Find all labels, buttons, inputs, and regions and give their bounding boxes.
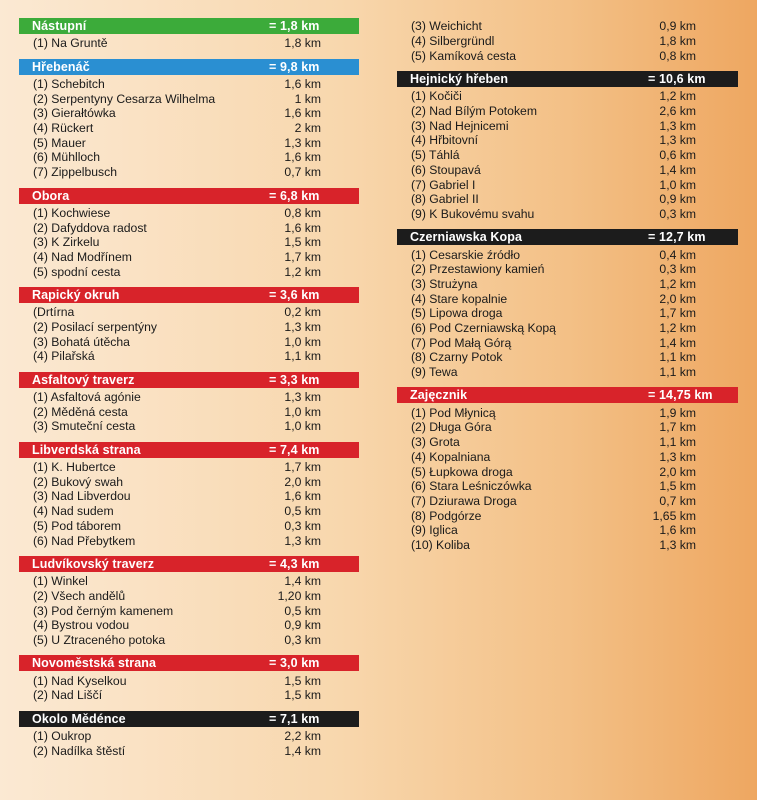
section-rows (19, 673, 359, 702)
route-name: (6) Stara Leśniczówka (411, 479, 532, 494)
route-row (397, 508, 738, 523)
route-row (397, 365, 738, 380)
section-total: = 7,1 km (269, 711, 320, 726)
route-length: 1,5 km (659, 479, 696, 494)
section-hrebenac (19, 59, 359, 180)
section-libverdska-strana (19, 442, 359, 548)
route-name: (10) Koliba (411, 537, 470, 552)
section-rows (19, 729, 359, 758)
route-row (397, 34, 738, 49)
route-row (19, 349, 359, 364)
route-length: 1,6 km (284, 77, 321, 92)
route-row (19, 688, 359, 703)
route-row (19, 91, 359, 106)
route-name: (6) Pod Czerniawską Kopą (411, 321, 556, 336)
section-rows (397, 405, 738, 552)
route-name: (6) Stoupavá (411, 162, 481, 177)
route-row (397, 104, 738, 119)
section-total: = 9,8 km (269, 59, 320, 74)
route-length: 1,3 km (284, 390, 321, 405)
route-length: 1,3 km (659, 537, 696, 552)
section-novomestska-strana (19, 655, 359, 702)
section-title: Novoměstská strana (32, 656, 157, 671)
route-name: (5) spodní cesta (33, 264, 121, 279)
route-length: 0,8 km (284, 205, 321, 220)
route-row (19, 250, 359, 265)
route-name: (9) K Bukovému svahu (411, 206, 535, 221)
route-row (19, 264, 359, 279)
route-name: (4) Stare kopalnie (411, 291, 508, 306)
route-row (397, 163, 738, 178)
continued-rows (397, 19, 738, 63)
route-length: 2,0 km (284, 474, 321, 489)
route-length: 1,1 km (284, 349, 321, 364)
route-row (397, 118, 738, 133)
route-length: 0,7 km (659, 493, 696, 508)
route-row (19, 390, 359, 405)
section-title: Libverdská strana (32, 442, 141, 457)
route-name: (2) Dafyddova radost (33, 220, 147, 235)
route-name: (4) Kopalniana (411, 449, 491, 464)
route-length: 1 km (294, 91, 321, 106)
route-row (397, 523, 738, 538)
route-name: (8) Podgórze (411, 508, 482, 523)
section-rapicky-okruh (19, 287, 359, 364)
route-length: 0,3 km (659, 206, 696, 221)
route-row (397, 133, 738, 148)
route-row (397, 464, 738, 479)
route-length: 1,3 km (659, 133, 696, 148)
route-row (397, 19, 738, 34)
section-total: = 1,8 km (269, 19, 320, 33)
route-length: 0,2 km (284, 305, 321, 320)
route-name: (3) Nad Libverdou (33, 489, 131, 504)
route-name: (4) Pilařská (33, 349, 95, 364)
route-length: 1,8 km (659, 34, 696, 49)
route-name: (4) Hřbitovní (411, 133, 479, 148)
route-name: (5) Łupkowa droga (411, 464, 513, 479)
section-title: Hřebenáč (32, 59, 90, 74)
right-sections (397, 71, 738, 552)
section-total: = 12,7 km (648, 230, 706, 245)
route-row (19, 618, 359, 633)
section-rows (19, 305, 359, 364)
route-name: (5) Lipowa droga (411, 306, 503, 321)
route-row (397, 538, 738, 553)
route-row (19, 106, 359, 121)
route-name: (5) Pod táborem (33, 518, 122, 533)
section-header (19, 655, 359, 671)
section-title: Hejnický hřeben (410, 72, 509, 87)
route-name: (Drtírna (33, 305, 75, 320)
route-row (397, 207, 738, 222)
route-row (19, 334, 359, 349)
route-length: 0,9 km (284, 618, 321, 633)
route-name: (4) Bystrou vodou (33, 618, 130, 633)
route-name: (2) Všech andělů (33, 588, 126, 603)
route-name: (1) Cesarskie źródło (411, 247, 521, 262)
route-length: 1,7 km (284, 249, 321, 264)
section-rows (19, 460, 359, 548)
section-rows (19, 77, 359, 180)
route-name: (8) Gabriel II (411, 192, 479, 207)
route-name: (2) Serpentyny Cesarza Wilhelma (33, 91, 216, 106)
route-length: 1,6 km (659, 523, 696, 538)
route-length: 0,6 km (659, 148, 696, 163)
section-total: = 4,3 km (269, 556, 320, 571)
section-rows (397, 247, 738, 379)
route-row (19, 135, 359, 150)
section-header (19, 188, 359, 204)
route-length: 1,1 km (659, 365, 696, 380)
route-row (19, 474, 359, 489)
route-name: (1) Na Gruntě (33, 36, 108, 51)
section-title: Obora (32, 188, 70, 203)
route-name: (1) Oukrop (33, 729, 92, 744)
route-row (19, 673, 359, 688)
route-row (397, 89, 738, 104)
section-header (397, 229, 738, 245)
section-header (19, 59, 359, 75)
route-length: 1,6 km (284, 489, 321, 504)
section-total: = 3,0 km (269, 656, 320, 671)
route-name: (3) Smuteční cesta (33, 419, 136, 434)
section-total: = 10,6 km (648, 72, 706, 87)
route-name: (2) Nad Bílým Potokem (411, 104, 537, 119)
route-length: 1,1 km (659, 435, 696, 450)
route-name: (1) Winkel (33, 574, 88, 589)
section-rows (19, 390, 359, 434)
route-row (19, 220, 359, 235)
route-row (397, 405, 738, 420)
route-length: 1,3 km (284, 319, 321, 334)
route-name: (3) Pod černým kamenem (33, 603, 174, 618)
route-row (397, 350, 738, 365)
section-title: Okolo Mědénce (32, 711, 126, 726)
route-row (397, 306, 738, 321)
route-row (19, 77, 359, 92)
route-row (19, 489, 359, 504)
route-name: (3) Strużyna (411, 276, 478, 291)
route-row (397, 262, 738, 277)
route-row (19, 504, 359, 519)
section-nastupni (19, 18, 359, 51)
route-name: (8) Czarny Potok (411, 350, 503, 365)
route-row (397, 494, 738, 509)
route-length: 0,8 km (659, 48, 696, 63)
route-name: (3) Grota (411, 435, 460, 450)
route-length: 1,2 km (659, 276, 696, 291)
route-row (19, 320, 359, 335)
route-length: 1,7 km (284, 460, 321, 475)
route-length: 1,7 km (659, 306, 696, 321)
route-length: 1,2 km (659, 89, 696, 104)
route-length: 0,3 km (284, 632, 321, 647)
section-obora (19, 188, 359, 279)
route-name: (9) Tewa (411, 365, 458, 380)
route-row (397, 291, 738, 306)
route-row (19, 165, 359, 180)
route-length: 1,3 km (284, 533, 321, 548)
route-length: 1,8 km (284, 36, 321, 51)
route-length: 1,65 km (652, 508, 696, 523)
section-total: = 7,4 km (269, 442, 320, 457)
route-length: 0,4 km (659, 247, 696, 262)
route-row (397, 192, 738, 207)
section-header (19, 556, 359, 572)
route-row (19, 235, 359, 250)
route-row (397, 48, 738, 63)
section-zajecznik (397, 387, 738, 552)
route-length: 2,0 km (659, 464, 696, 479)
route-row (397, 277, 738, 292)
continued-section (397, 19, 738, 63)
route-length: 1,3 km (659, 118, 696, 133)
route-name: (3) Gierałtówka (33, 106, 116, 121)
section-hejnicky-hreben (397, 71, 738, 221)
section-header (19, 18, 359, 34)
route-name: (6) Mühlloch (33, 150, 101, 165)
route-length: 1,3 km (284, 135, 321, 150)
section-title: Nástupní (32, 19, 87, 33)
route-row (397, 435, 738, 450)
section-rows (397, 89, 738, 221)
section-okolo-medence (19, 711, 359, 758)
route-name: (3) Nad Hejnicemi (411, 118, 509, 133)
route-row (19, 206, 359, 221)
route-name: (4) Rückert (33, 121, 94, 136)
route-name: (3) K Zirkelu (33, 235, 100, 250)
route-row (19, 603, 359, 618)
section-header (397, 387, 738, 403)
route-name: (5) Kamíková cesta (411, 48, 516, 63)
route-length: 1,6 km (284, 150, 321, 165)
route-length: 1,9 km (659, 405, 696, 420)
route-name: (2) Przestawiony kamień (411, 262, 545, 277)
route-row (397, 450, 738, 465)
section-title: Zajęcznik (410, 388, 468, 403)
route-row (19, 729, 359, 744)
route-length: 1,4 km (284, 574, 321, 589)
route-name: (7) Zippelbusch (33, 165, 117, 180)
left-column (19, 18, 359, 766)
route-name: (1) Kočiči (411, 89, 462, 104)
route-length: 0,5 km (284, 603, 321, 618)
route-length: 0,3 km (284, 518, 321, 533)
route-length: 1,4 km (659, 335, 696, 350)
section-czerniawska-kopa (397, 229, 738, 379)
route-row (19, 574, 359, 589)
section-header (19, 442, 359, 458)
route-row (19, 633, 359, 648)
section-rows (19, 206, 359, 279)
route-row (19, 589, 359, 604)
route-length: 1,4 km (284, 743, 321, 758)
route-row (19, 404, 359, 419)
section-header (19, 711, 359, 727)
section-title: Czerniawska Kopa (410, 230, 523, 245)
route-length: 2,6 km (659, 104, 696, 119)
route-name: (1) K. Hubertce (33, 460, 116, 475)
section-header (397, 71, 738, 87)
route-name: (2) Posilací serpentýny (33, 319, 157, 334)
route-name: (1) Schebitch (33, 77, 105, 92)
route-name: (1) Asfaltová agónie (33, 390, 141, 405)
route-name: (4) Nad sudem (33, 504, 114, 519)
route-row (397, 177, 738, 192)
route-row (19, 36, 359, 51)
route-row (19, 743, 359, 758)
route-length: 0,9 km (659, 192, 696, 207)
route-length: 1,6 km (284, 220, 321, 235)
route-length: 0,7 km (284, 165, 321, 180)
route-row (19, 121, 359, 136)
section-rows (19, 574, 359, 647)
route-length: 1,0 km (659, 177, 696, 192)
route-row (19, 150, 359, 165)
route-name: (5) U Ztraceného potoka (33, 632, 166, 647)
section-ludvikovsky-traverz (19, 556, 359, 647)
route-length: 1,0 km (284, 334, 321, 349)
route-length: 1,5 km (284, 235, 321, 250)
route-row (19, 460, 359, 475)
section-title: Asfaltový traverz (32, 372, 135, 387)
route-length: 1,20 km (277, 588, 321, 603)
route-length: 1,6 km (284, 106, 321, 121)
route-name: (3) Bohatá útěcha (33, 334, 130, 349)
section-title: Rapický okruh (32, 287, 120, 302)
route-row (19, 419, 359, 434)
route-name: (2) Nadílka štěstí (33, 743, 126, 758)
route-name: (1) Nad Kyselkou (33, 673, 127, 688)
route-name: (2) Długa Góra (411, 420, 492, 435)
route-length: 1,0 km (284, 404, 321, 419)
route-length: 1,5 km (284, 688, 321, 703)
route-row (397, 335, 738, 350)
route-name: (9) Iglica (411, 523, 458, 538)
section-total: = 3,6 km (269, 287, 320, 302)
route-name: (7) Dziurawa Droga (411, 493, 517, 508)
route-name: (6) Nad Přebytkem (33, 533, 136, 548)
section-header (19, 287, 359, 303)
route-length: 1,5 km (284, 673, 321, 688)
section-total: = 14,75 km (648, 388, 713, 403)
route-name: (5) Táhlá (411, 148, 460, 163)
route-length: 1,1 km (659, 350, 696, 365)
route-name: (2) Bukový swah (33, 474, 124, 489)
route-name: (1) Pod Młynicą (411, 405, 496, 420)
route-name: (1) Kochwiese (33, 205, 111, 220)
route-row (397, 321, 738, 336)
section-rows (19, 36, 359, 51)
route-length: 0,9 km (659, 19, 696, 34)
route-length: 0,3 km (659, 262, 696, 277)
route-name: (4) Silbergründl (411, 34, 495, 49)
route-length: 1,2 km (659, 321, 696, 336)
route-length: 2 km (294, 121, 321, 136)
section-total: = 6,8 km (269, 188, 320, 203)
route-row (397, 479, 738, 494)
route-length: 1,4 km (659, 162, 696, 177)
route-name: (7) Gabriel I (411, 177, 476, 192)
route-name: (7) Pod Małą Górą (411, 335, 512, 350)
route-row (397, 148, 738, 163)
route-length: 2,0 km (659, 291, 696, 306)
route-row (19, 305, 359, 320)
section-title: Ludvíkovský traverz (32, 556, 155, 571)
route-length: 1,3 km (659, 449, 696, 464)
route-name: (3) Weichicht (411, 19, 482, 34)
route-row (397, 420, 738, 435)
section-total: = 3,3 km (269, 372, 320, 387)
route-row (19, 519, 359, 534)
section-asfaltovy-traverz (19, 372, 359, 434)
route-name: (4) Nad Modřínem (33, 249, 132, 264)
right-column (397, 18, 738, 560)
route-row (19, 533, 359, 548)
route-name: (2) Měděná cesta (33, 404, 128, 419)
route-row (397, 247, 738, 262)
route-name: (5) Mauer (33, 135, 86, 150)
route-name: (2) Nad Liščí (33, 688, 103, 703)
route-length: 1,2 km (284, 264, 321, 279)
route-length: 0,5 km (284, 504, 321, 519)
route-length: 2,2 km (284, 729, 321, 744)
route-length: 1,7 km (659, 420, 696, 435)
section-header (19, 372, 359, 388)
route-length: 1,0 km (284, 419, 321, 434)
